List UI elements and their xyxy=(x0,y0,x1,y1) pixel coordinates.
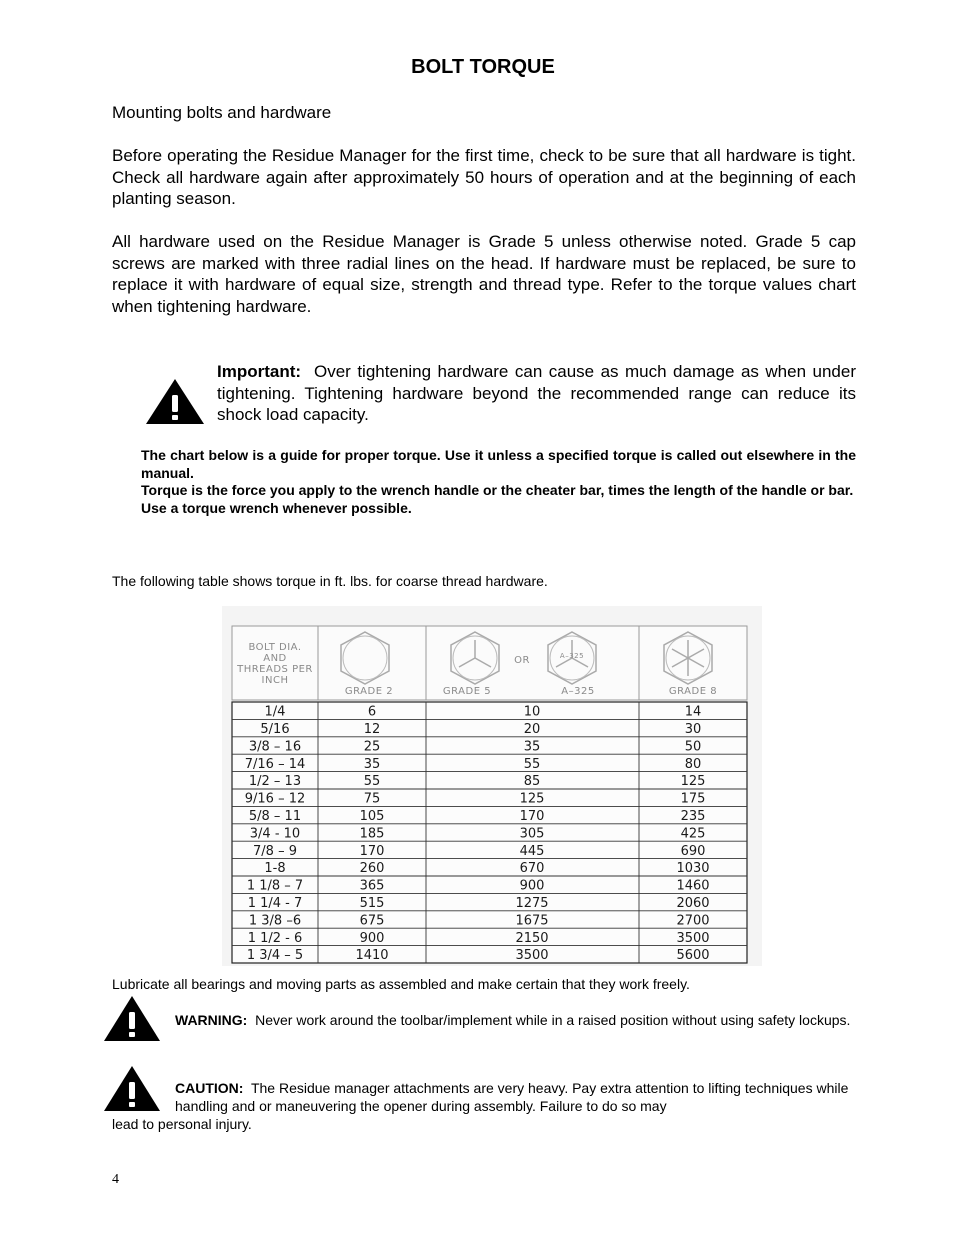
torque-chart xyxy=(222,606,762,966)
torque-value-cell: 35 xyxy=(523,739,541,755)
caution-label: CAUTION: xyxy=(175,1080,244,1096)
torque-value-cell: 125 xyxy=(680,774,706,790)
bolt-size-cell: 3/4 - 10 xyxy=(249,826,301,842)
torque-value-cell: 170 xyxy=(359,843,385,859)
header-grade-8: GRADE 8 xyxy=(668,686,718,697)
bolt-size-cell: 7/16 – 14 xyxy=(244,756,306,772)
lubricate-note: Lubricate all bearings and moving parts as assembled and make certain that they work freely. xyxy=(112,976,690,992)
torque-value-cell: 690 xyxy=(680,843,706,859)
table-border xyxy=(232,702,747,963)
page-number: 4 xyxy=(112,1172,119,1187)
caution-note xyxy=(175,1079,855,1115)
torque-value-cell: 185 xyxy=(359,826,385,842)
torque-value-cell: 14 xyxy=(684,704,702,720)
bolt-size-cell: 1/2 – 13 xyxy=(248,774,302,790)
torque-value-cell: 50 xyxy=(684,739,702,755)
caution-text: The Residue manager attachments are very heavy. Pay extra attention to lifting techniques while handling and or maneuvering the opener during assembly. Failure to do so may xyxy=(175,1080,849,1114)
torque-value-cell: 515 xyxy=(359,895,385,911)
torque-value-cell: 85 xyxy=(523,774,541,790)
torque-value-cell: 125 xyxy=(519,791,545,807)
torque-value-cell: 175 xyxy=(680,791,706,807)
torque-value-cell: 2700 xyxy=(676,913,710,929)
torque-value-cell: 3500 xyxy=(676,930,710,946)
bolt-size-cell: 5/8 – 11 xyxy=(248,808,302,824)
bolt-size-cell: 5/16 xyxy=(260,721,290,737)
torque-value-cell: 20 xyxy=(523,721,541,737)
torque-value-cell: 1410 xyxy=(355,948,389,964)
torque-value-cell: 30 xyxy=(684,721,702,737)
guide-line-2: Torque is the force you apply to the wrench handle or the cheater bar, times the length of the handle or bar. xyxy=(141,482,854,499)
paragraph-tighten: Before operating the Residue Manager for the first time, check to be sure that all hardware is tight. Check all hardware again after approximately 50 hours of operation and at the beginning of each planting season. xyxy=(112,146,856,208)
torque-value-cell: 305 xyxy=(519,826,545,842)
torque-value-cell: 105 xyxy=(359,808,385,824)
header-grade-2: GRADE 2 xyxy=(344,686,394,697)
torque-value-cell: 1675 xyxy=(515,913,549,929)
warning-triangle-icon xyxy=(103,995,161,1042)
bolt-size-cell: 1/4 xyxy=(264,704,286,720)
bolt-size-cell: 3/8 – 16 xyxy=(248,739,302,755)
header-bolt-line-4: INCH xyxy=(261,675,289,686)
important-note xyxy=(217,361,856,426)
warning-triangle-icon xyxy=(145,378,205,425)
torque-value-cell: 25 xyxy=(363,739,381,755)
torque-value-cell: 5600 xyxy=(676,948,710,964)
page-title: BOLT TORQUE xyxy=(411,56,555,78)
paragraph-grade: All hardware used on the Residue Manager is Grade 5 unless otherwise noted. Grade 5 cap screws are marked with three radial lines on the head. If hardware must be replaced, be sure to replace it with hardware of equal size, strength and thread type. Refer to the torque values chart when tightening hardware. xyxy=(112,232,856,316)
important-text: Over tightening hardware can cause as much damage as when under tightening. Tightening hardware beyond the recommended range can reduce its shock load capacity. xyxy=(217,362,856,424)
torque-value-cell: 670 xyxy=(519,861,545,877)
torque-value-cell: 55 xyxy=(523,756,541,772)
bolt-size-cell: 1-8 xyxy=(264,861,286,877)
torque-value-cell: 900 xyxy=(519,878,545,894)
torque-value-cell: 425 xyxy=(680,826,706,842)
torque-value-cell: 2060 xyxy=(676,895,710,911)
bolt-size-cell: 1 1/4 - 7 xyxy=(247,895,303,911)
bolt-size-cell: 1 1/2 - 6 xyxy=(247,930,303,946)
torque-table-grid xyxy=(232,702,747,963)
torque-value-cell: 170 xyxy=(519,808,545,824)
bolt-size-cell: 7/8 – 9 xyxy=(253,843,297,859)
warning-text: Never work around the toolbar/implement while in a raised position without using safety lockups. xyxy=(255,1012,851,1028)
torque-value-cell: 1275 xyxy=(515,895,549,911)
guide-line-3: Use a torque wrench whenever possible. xyxy=(141,500,412,517)
important-label: Important: xyxy=(217,362,302,381)
header-a325: A–325 xyxy=(561,686,595,697)
torque-value-cell: 55 xyxy=(363,774,381,790)
header-bolt-line-1: BOLT DIA. xyxy=(248,642,302,653)
warning-note xyxy=(175,1011,855,1029)
torque-value-cell: 6 xyxy=(367,704,377,720)
header-bolt-line-2: AND xyxy=(263,653,287,664)
header-or: OR xyxy=(514,655,530,666)
torque-value-cell: 235 xyxy=(680,808,706,824)
guide-line-1: The chart below is a guide for proper torque. Use it unless a specified torque is called out elsewhere in the manual. xyxy=(141,447,856,481)
torque-value-cell: 3500 xyxy=(515,948,549,964)
bolt-size-cell: 1 3/4 – 5 xyxy=(246,948,304,964)
bolt-size-cell: 1 3/8 –6 xyxy=(248,913,302,929)
torque-value-cell: 900 xyxy=(359,930,385,946)
header-grade-5: GRADE 5 xyxy=(442,686,492,697)
torque-value-cell: 1460 xyxy=(676,878,710,894)
torque-value-cell: 12 xyxy=(363,721,381,737)
torque-value-cell: 35 xyxy=(363,756,381,772)
bolt-size-cell: 1 1/8 – 7 xyxy=(246,878,304,894)
torque-value-cell: 445 xyxy=(519,843,545,859)
bolt-size-cell: 9/16 – 12 xyxy=(244,791,306,807)
header-bolt-line-3: THREADS PER xyxy=(237,664,313,675)
section-subtitle: Mounting bolts and hardware xyxy=(112,103,332,122)
torque-value-cell: 2150 xyxy=(515,930,549,946)
torque-value-cell: 75 xyxy=(363,791,381,807)
torque-chart-svg xyxy=(222,606,762,966)
torque-value-cell: 1030 xyxy=(676,861,710,877)
torque-value-cell: 80 xyxy=(684,756,702,772)
caution-triangle-icon xyxy=(103,1065,161,1112)
torque-guide xyxy=(141,447,856,518)
table-intro: The following table shows torque in ft. lbs. for coarse thread hardware. xyxy=(112,573,548,589)
a325-head-marking: A–325 xyxy=(559,652,585,660)
torque-value-cell: 675 xyxy=(359,913,385,929)
torque-value-cell: 10 xyxy=(523,704,541,720)
torque-value-cell: 365 xyxy=(359,878,385,894)
warning-label: WARNING: xyxy=(175,1012,248,1028)
caution-text-continued: lead to personal injury. xyxy=(112,1116,252,1132)
torque-value-cell: 260 xyxy=(359,861,385,877)
